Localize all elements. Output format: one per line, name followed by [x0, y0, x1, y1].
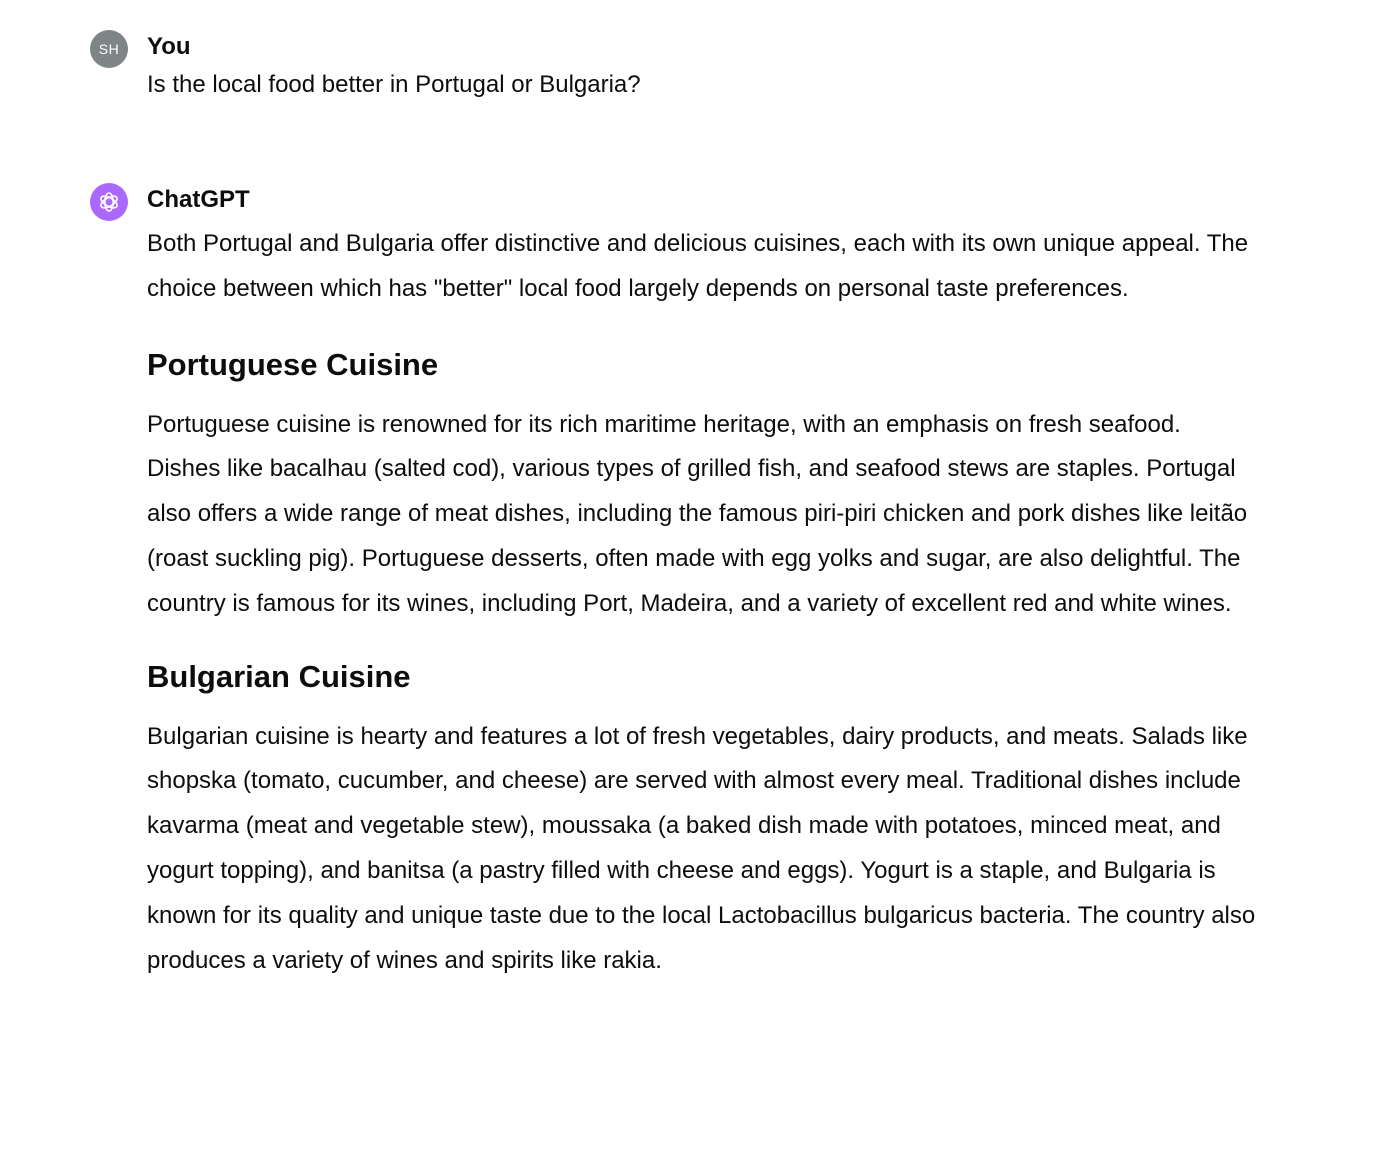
section-body-bulgarian: Bulgarian cuisine is hearty and features a lot of fresh vegetables, dairy products, and meats. Salads like shopska (tomato, cucumber, and cheese) are served with almost every meal. Traditional dishes include kavarma (meat and vegetable stew), moussaka (a baked dish made with potatoes, minced meat, and yogurt topping), and banitsa (a pastry filled with cheese and eggs). Yogurt is a staple, and Bulgaria is known for its quality and unique taste due to the local Lactobacillus bulgaricus bacteria. The country also produces a variety of wines and spirits like rakia. [147, 722, 1256, 974]
user-avatar[interactable] [90, 30, 128, 68]
assistant-author-name: ChatGPT [147, 186, 250, 213]
user-message-text: Is the local food better in Portugal or Bulgaria? [147, 71, 641, 98]
openai-logo-icon [96, 189, 122, 215]
user-author-name: You [147, 33, 191, 60]
assistant-message-content [147, 222, 1257, 983]
section-heading-portuguese: Portuguese Cuisine [147, 346, 439, 382]
assistant-avatar [90, 183, 128, 221]
user-avatar-initials: SH [98, 41, 120, 57]
section-body-portuguese: Portuguese cuisine is renowned for its rich maritime heritage, with an emphasis on fresh seafood. Dishes like bacalhau (salted cod), various types of grilled fish, and seafood stews are staples. Portugal also offers a wide range of meat dishes, including the famous piri-piri chicken and pork dishes like leitão (roast suckling pig). Portuguese desserts, often made with egg yolks and sugar, are also delightful. The country is famous for its wines, including Port, Madeira, and a variety of excellent red and white wines. [147, 410, 1248, 617]
section-heading-bulgarian: Bulgarian Cuisine [147, 658, 411, 694]
assistant-intro-paragraph: Both Portugal and Bulgaria offer distinctive and delicious cuisines, each with its own unique appeal. The choice between which has "better" local food largely depends on personal taste preferences. [147, 230, 1249, 302]
